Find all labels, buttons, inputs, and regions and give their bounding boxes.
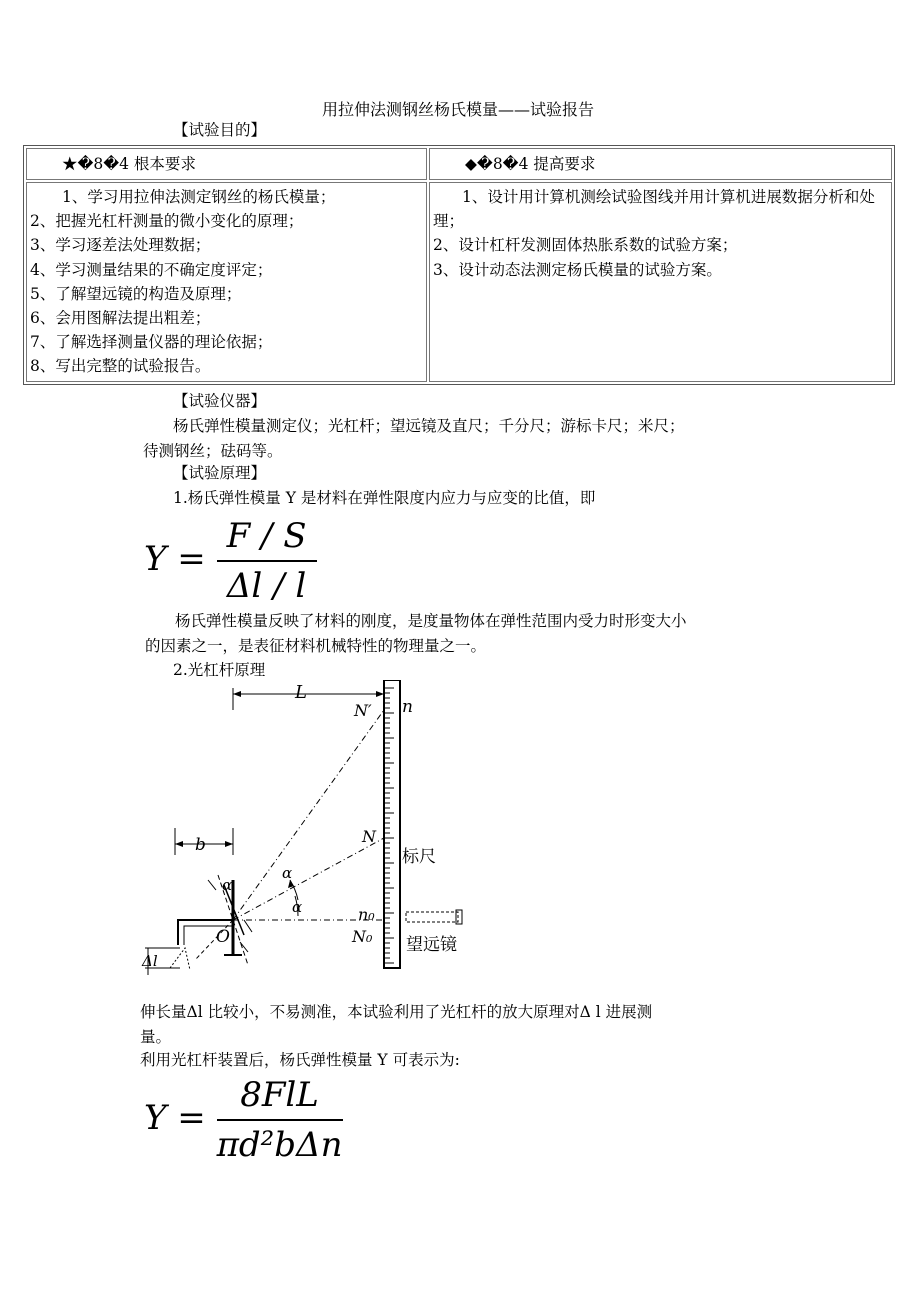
label-telescope: 望远镜 [406,935,457,955]
label-b: b [195,835,206,855]
label-N0: N₀ [352,927,373,946]
list-item: 3、设计动态法测定杨氏模量的试验方案。 [433,260,722,279]
basic-header-label: ★�8�4 根本要求 [62,155,196,173]
ray-to-n-prime [233,710,384,920]
alpha-mark-1 [208,880,216,890]
list-item: 6、会用图解法提出粗差； [30,309,211,328]
elongation-paragraph [140,1000,785,1050]
list-item: 3、学习逐差法处理数据； [30,236,211,255]
label-alpha-1: α [222,876,233,894]
basic-requirements-list [26,182,427,382]
principle-point-1: 1.杨氏弹性模量 Y 是材料在弹性限度内应力与应变的比值，即 [173,489,596,507]
list-item: 1、设计用计算机测绘试验图线并用计算机进展数据分析和处理； [433,188,875,231]
advanced-requirements-list [429,182,892,382]
list-item: 2、设计杠杆发测固体热胀系数的试验方案； [433,236,738,255]
basic-requirements-header [26,148,427,180]
label-n: n [402,697,413,717]
instruments-line: 杨氏弹性模量测定仪；光杠杆；望远镜及直尺；千分尺；游标卡尺；米尺； [173,417,685,435]
formula-denominator: πd²bΔn [216,1125,343,1165]
label-O: O [216,927,230,947]
purpose-heading: 【试验目的】 [173,121,267,139]
b-arrow-left [175,841,183,847]
advanced-requirements-header [429,148,892,180]
list-item: 7、了解选择测量仪器的理论依据； [30,333,273,352]
formula-numerator: F / S [217,516,317,562]
principle-point-2: 2.光杠杆原理 [173,661,266,679]
advanced-header-label: ◆�8�4 提高要求 [465,155,596,173]
label-alpha-3: α [292,898,303,916]
label-alpha-2: α [282,864,293,882]
principle-heading: 【试验原理】 [173,464,267,482]
list-item: 2、把握光杠杆测量的微小变化的原理； [30,212,304,231]
alpha-mark-2 [244,920,252,932]
formula-lhs: Y = [144,1098,206,1138]
list-item: 4、学习测量结果的不确定度评定； [30,260,273,279]
list-item: 5、了解望远镜的构造及原理； [30,284,242,303]
l-arrow-left [233,691,241,697]
formula-lhs: Y = [144,539,206,579]
label-N: N [362,827,376,846]
instruments-line: 待测钢丝；砝码等。 [143,442,283,460]
label-n-prime-upper: N′ [354,701,372,720]
purpose-table [23,145,895,385]
hatched-support [170,948,190,970]
l-arrow-right [376,691,384,697]
instruments-heading: 【试验仪器】 [173,392,267,410]
meaning-paragraph [145,609,785,659]
label-delta-l: Δl [142,952,158,970]
instruments-text [143,414,783,464]
list-item: 8、写出完整的试验报告。 [30,357,211,376]
label-scale: 标尺 [402,847,436,867]
list-item: 1、学习用拉伸法测定钢丝的杨氏模量； [62,188,336,206]
formula-denominator: Δl / l [226,566,307,606]
b-arrow-right [225,841,233,847]
label-L: L [295,682,307,703]
youngs-modulus-formula [144,516,317,606]
formula-numerator: 8FlL [217,1075,343,1121]
elongation-line: 伸长量Δl 比较小，不易测准，本试验利用了光杠杆的放大原理对Δ l 进展测 [140,1003,653,1021]
optical-lever-formula [144,1075,343,1165]
alpha-mark-3 [240,942,248,952]
meaning-line: 杨氏弹性模量反映了材料的刚度，是度量物体在弹性范围内受力时形变大小 [175,612,687,630]
elongation-line: 量。 [140,1028,172,1046]
scale-ticks [384,688,394,963]
optical-lever-diagram [140,680,480,980]
telescope-shape [406,912,458,922]
page-title: 用拉伸法测钢丝杨氏模量——试验报告 [322,100,595,119]
formula-intro: 利用光杠杆装置后，杨氏弹性模量 Y 可表示为: [140,1051,460,1069]
label-n0: n₀ [358,905,375,924]
meaning-line: 的因素之一，是表征材料机械特性的物理量之一。 [145,637,487,655]
